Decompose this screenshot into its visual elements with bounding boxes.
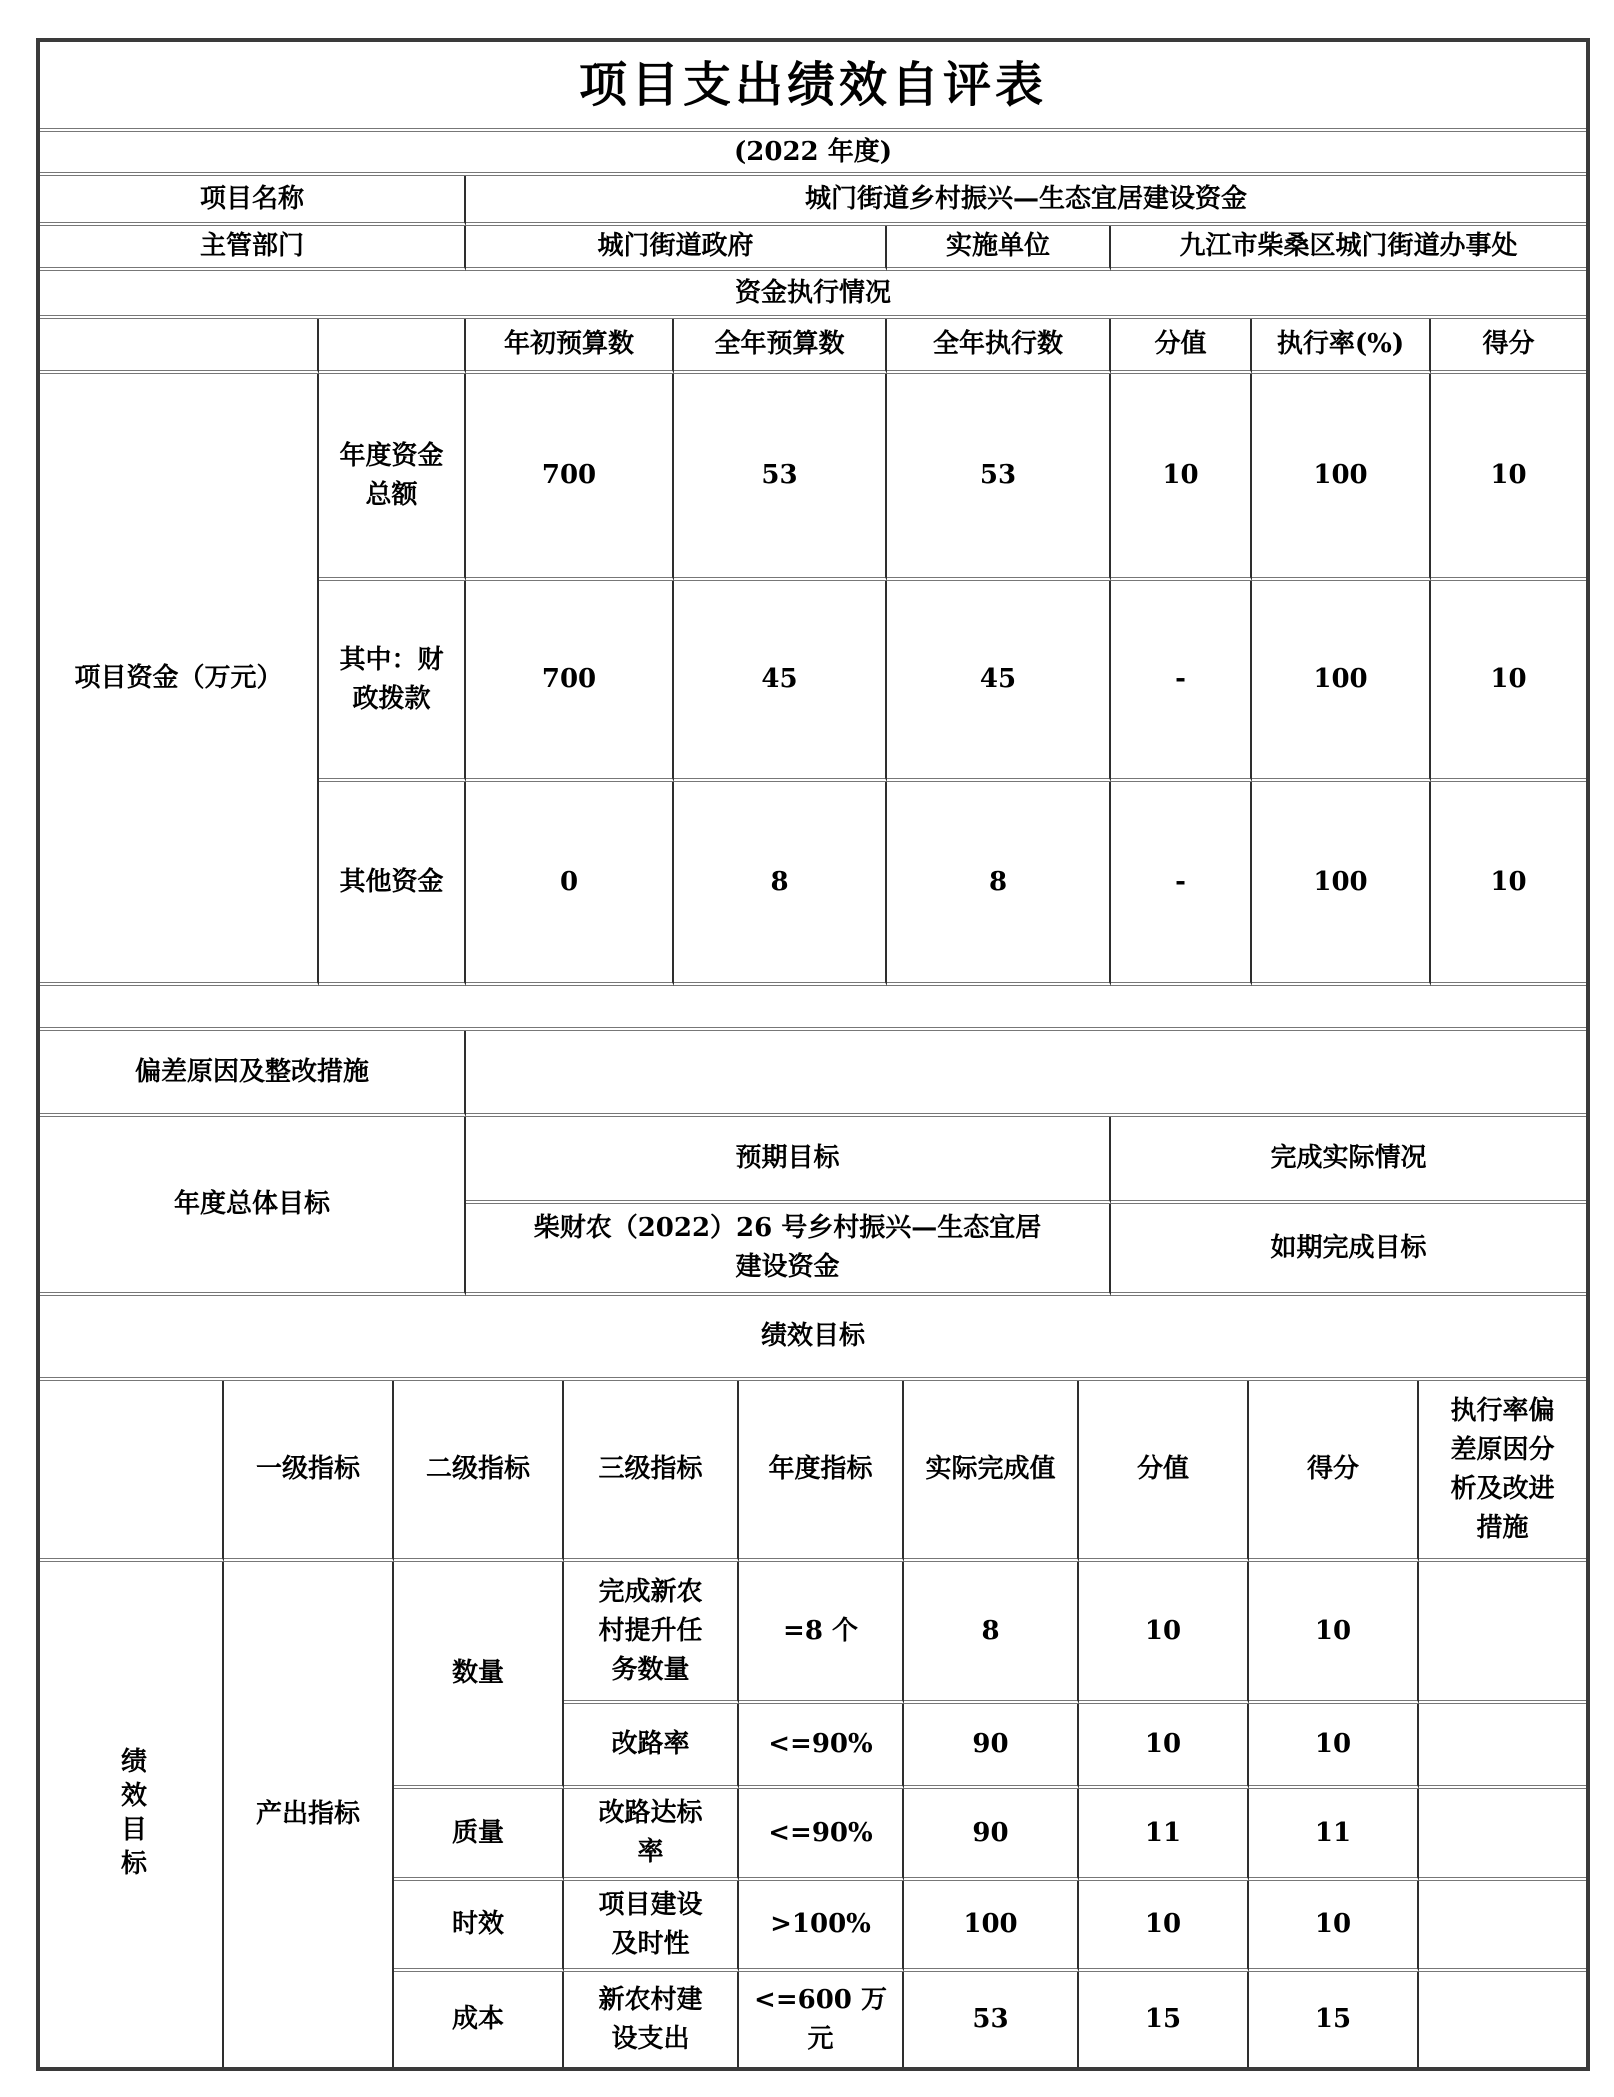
perf-note-cell bbox=[1419, 1789, 1586, 1881]
perf-level3-cell: 改路达标率 bbox=[564, 1789, 739, 1881]
perf-points-cell: 15 bbox=[1079, 1972, 1249, 2067]
perf-points-cell: 11 bbox=[1079, 1789, 1249, 1881]
perf-level2-cell: 数量 bbox=[394, 1562, 564, 1789]
fund-cell: 8 bbox=[887, 782, 1111, 986]
perf-actual-cell: 8 bbox=[904, 1562, 1079, 1704]
fund-cell: - bbox=[1111, 782, 1252, 986]
expected-goal-value: 柴财农（2022）26 号乡村振兴—生态宜居建设资金 bbox=[466, 1204, 1111, 1296]
fund-cell: 53 bbox=[674, 374, 887, 581]
perf-score-cell: 10 bbox=[1249, 1704, 1419, 1789]
fund-col-initial-budget: 年初预算数 bbox=[466, 319, 674, 374]
performance-section-header-row bbox=[40, 1296, 1586, 1381]
perf-points-cell: 10 bbox=[1079, 1704, 1249, 1789]
perf-actual-cell: 90 bbox=[904, 1789, 1079, 1881]
perf-col-score: 得分 bbox=[1249, 1381, 1419, 1562]
fund-col-annual-budget: 全年预算数 bbox=[674, 319, 887, 374]
perf-score-cell: 15 bbox=[1249, 1972, 1419, 2067]
fund-row-label: 其中：财政拨款 bbox=[319, 581, 466, 782]
page-title: 项目支出绩效自评表 bbox=[40, 42, 1586, 132]
perf-points-cell: 10 bbox=[1079, 1562, 1249, 1704]
perf-col-actual: 实际完成值 bbox=[904, 1381, 1079, 1562]
department-label: 主管部门 bbox=[40, 226, 466, 271]
perf-col-level3: 三级指标 bbox=[564, 1381, 739, 1562]
implementing-unit-value: 九江市柴桑区城门街道办事处 bbox=[1111, 226, 1586, 271]
performance-section-title: 绩效目标 bbox=[40, 1296, 1586, 1381]
fund-cell: 100 bbox=[1252, 581, 1431, 782]
fund-table bbox=[40, 319, 1586, 986]
fund-col-execution-rate: 执行率(%) bbox=[1252, 319, 1431, 374]
fund-cell: 10 bbox=[1431, 581, 1586, 782]
report-year: (2022 年度) bbox=[40, 132, 1586, 176]
deviation-row bbox=[40, 1031, 1586, 1117]
fund-cell: 10 bbox=[1431, 374, 1586, 581]
fund-col-score: 得分 bbox=[1431, 319, 1586, 374]
project-name-value: 城门街道乡村振兴—生态宜居建设资金 bbox=[466, 176, 1586, 226]
fund-section-header-row bbox=[40, 271, 1586, 319]
fund-section-title: 资金执行情况 bbox=[40, 271, 1586, 319]
perf-score-cell: 11 bbox=[1249, 1789, 1419, 1881]
perf-col-points: 分值 bbox=[1079, 1381, 1249, 1562]
perf-col-level2: 二级指标 bbox=[394, 1381, 564, 1562]
perf-col-annual-target: 年度指标 bbox=[739, 1381, 904, 1562]
perf-note-cell bbox=[1419, 1881, 1586, 1972]
performance-table bbox=[40, 1381, 1586, 2067]
perf-note-cell bbox=[1419, 1972, 1586, 2067]
perf-level3-cell: 新农村建设支出 bbox=[564, 1972, 739, 2067]
perf-note-cell bbox=[1419, 1562, 1586, 1704]
fund-cell: 53 bbox=[887, 374, 1111, 581]
perf-level3-cell: 改路率 bbox=[564, 1704, 739, 1789]
implementing-unit-label: 实施单位 bbox=[887, 226, 1111, 271]
perf-corner-cell bbox=[40, 1381, 224, 1562]
fund-cell: - bbox=[1111, 581, 1252, 782]
fund-cell: 100 bbox=[1252, 374, 1431, 581]
actual-completion-value: 如期完成目标 bbox=[1111, 1204, 1586, 1296]
perf-col-deviation-note: 执行率偏差原因分析及改进措施 bbox=[1419, 1381, 1586, 1562]
perf-level2-cell: 质量 bbox=[394, 1789, 564, 1881]
perf-level1-value: 产出指标 bbox=[224, 1562, 394, 2067]
fund-cell: 45 bbox=[674, 581, 887, 782]
department-row bbox=[40, 226, 1586, 271]
fund-col-annual-execution: 全年执行数 bbox=[887, 319, 1111, 374]
fund-cell: 700 bbox=[466, 374, 674, 581]
subtitle-row bbox=[40, 132, 1586, 176]
fund-row-label: 其他资金 bbox=[319, 782, 466, 986]
fund-corner-cell bbox=[40, 319, 319, 374]
empty-row bbox=[40, 986, 1586, 1031]
title-row bbox=[40, 42, 1586, 132]
deviation-value bbox=[466, 1031, 1586, 1117]
perf-level2-cell: 成本 bbox=[394, 1972, 564, 2067]
fund-col-points: 分值 bbox=[1111, 319, 1252, 374]
perf-level2-cell: 时效 bbox=[394, 1881, 564, 1972]
annual-goal-label: 年度总体目标 bbox=[40, 1117, 466, 1296]
fund-group-label: 项目资金（万元） bbox=[40, 374, 319, 986]
fund-cell: 700 bbox=[466, 581, 674, 782]
fund-cell: 45 bbox=[887, 581, 1111, 782]
fund-subcorner-cell bbox=[319, 319, 466, 374]
fund-cell: 10 bbox=[1431, 782, 1586, 986]
project-name-label: 项目名称 bbox=[40, 176, 466, 226]
perf-points-cell: 10 bbox=[1079, 1881, 1249, 1972]
expected-goal-header: 预期目标 bbox=[466, 1117, 1111, 1204]
perf-actual-cell: 90 bbox=[904, 1704, 1079, 1789]
empty-cell bbox=[40, 986, 1586, 1031]
assessment-table bbox=[36, 38, 1590, 2071]
perf-actual-cell: 100 bbox=[904, 1881, 1079, 1972]
perf-annual-target-cell: >100% bbox=[739, 1881, 904, 1972]
actual-completion-header: 完成实际情况 bbox=[1111, 1117, 1586, 1204]
fund-cell: 0 bbox=[466, 782, 674, 986]
perf-actual-cell: 53 bbox=[904, 1972, 1079, 2067]
perf-col-level1: 一级指标 bbox=[224, 1381, 394, 1562]
perf-score-cell: 10 bbox=[1249, 1562, 1419, 1704]
department-value: 城门街道政府 bbox=[466, 226, 887, 271]
project-name-row bbox=[40, 176, 1586, 226]
fund-cell: 100 bbox=[1252, 782, 1431, 986]
perf-annual-target-cell: =8 个 bbox=[739, 1562, 904, 1704]
fund-cell: 10 bbox=[1111, 374, 1252, 581]
perf-level3-cell: 项目建设及时性 bbox=[564, 1881, 739, 1972]
perf-level3-cell: 完成新农村提升任务数量 bbox=[564, 1562, 739, 1704]
deviation-label: 偏差原因及整改措施 bbox=[40, 1031, 466, 1117]
fund-cell: 8 bbox=[674, 782, 887, 986]
perf-annual-target-cell: <=90% bbox=[739, 1789, 904, 1881]
perf-annual-target-cell: <=90% bbox=[739, 1704, 904, 1789]
annual-goal-table bbox=[40, 1117, 1586, 1296]
perf-group-label: 绩效目标 bbox=[40, 1562, 224, 2067]
fund-row-label: 年度资金总额 bbox=[319, 374, 466, 581]
perf-annual-target-cell: <=600 万元 bbox=[739, 1972, 904, 2067]
perf-score-cell: 10 bbox=[1249, 1881, 1419, 1972]
perf-note-cell bbox=[1419, 1704, 1586, 1789]
